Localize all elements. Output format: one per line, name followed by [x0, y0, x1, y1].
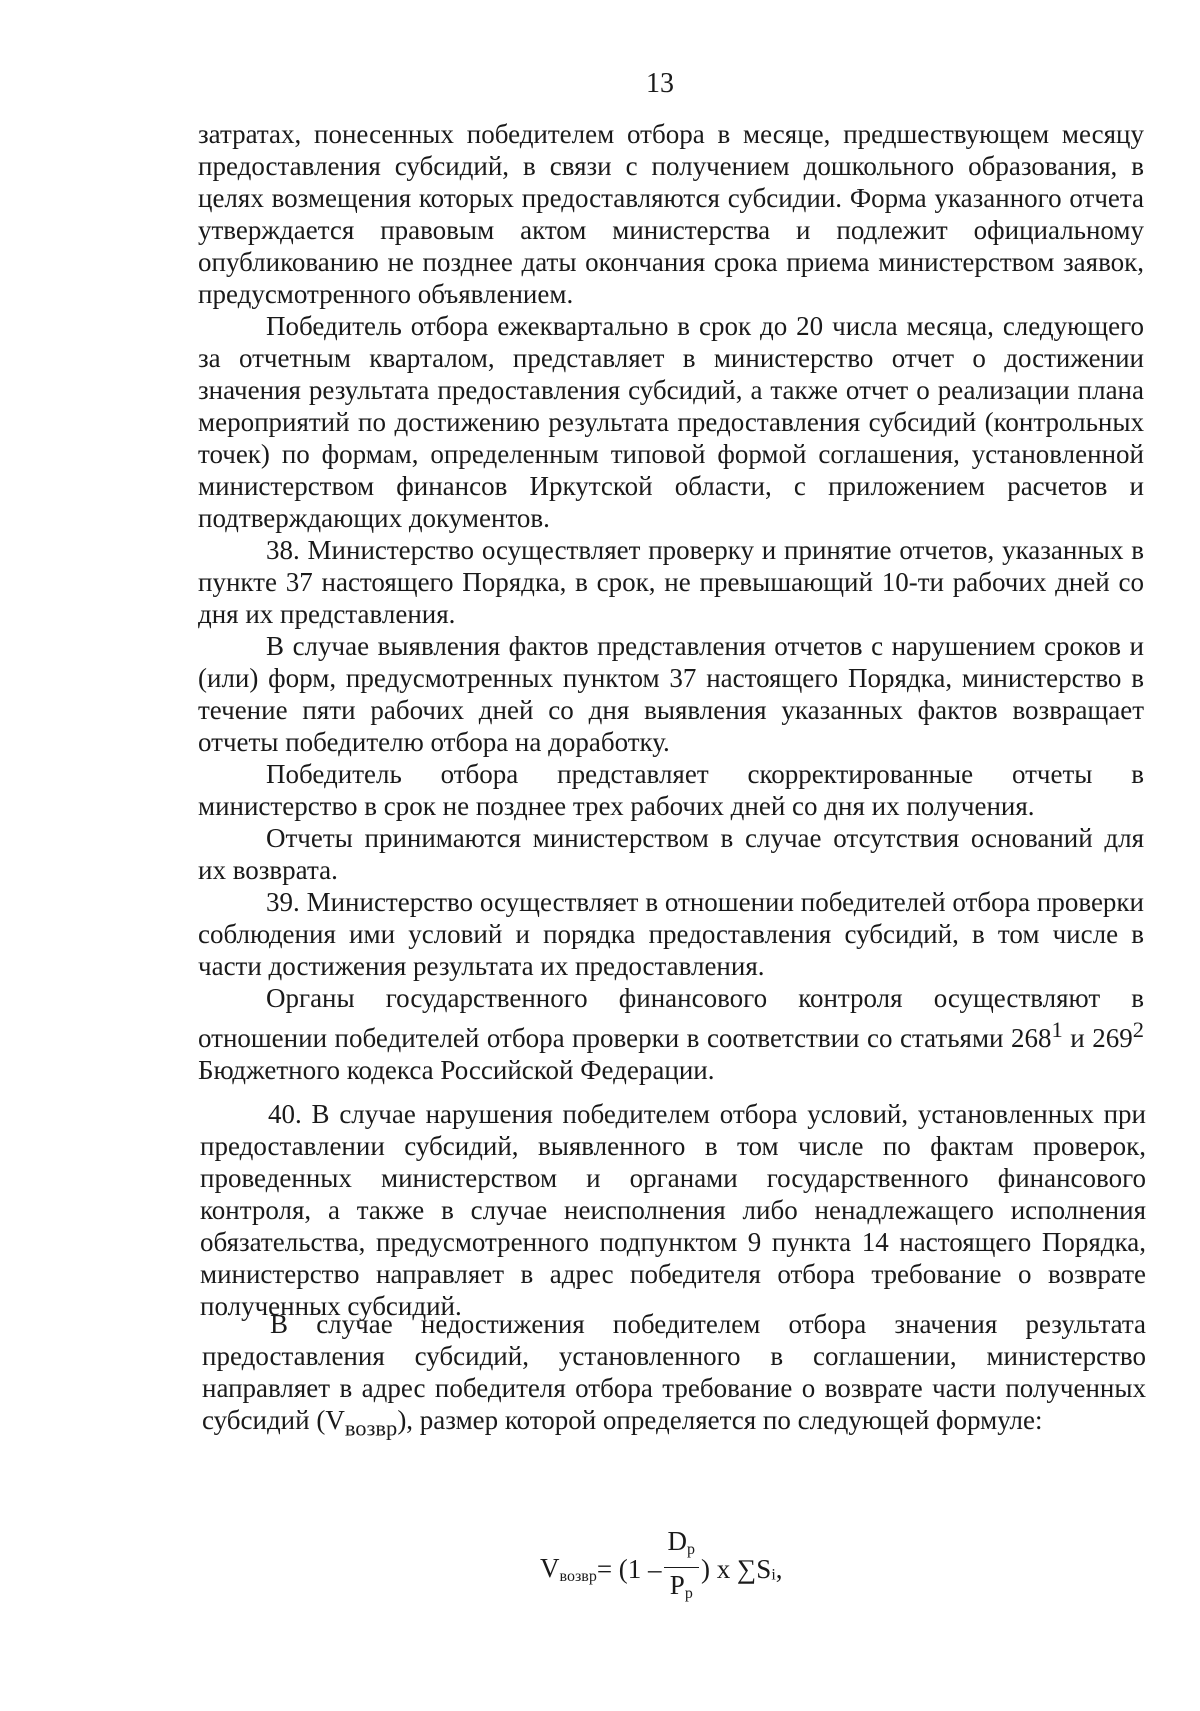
body-text-upper	[198, 118, 1144, 1086]
denominator-subscript: p	[684, 1585, 693, 1602]
formula-tail: ,	[775, 1554, 783, 1584]
article-superscript-1: 1	[1051, 1017, 1063, 1042]
paragraph-40: 40. В случае нарушения победителем отбора условий, установленных при предоставлении субсидий, выявленного в том числе по фактам проверок, проведенных министерством и органами государственного финансового контроля, а также в случае неисполнения либо ненадлежащего исполнения обязательства, предусмотренного подпунктом 9 пункта 14 настоящего Порядка, министерство направляет в адрес победителя отбора требование о возврате полученных субсидий.	[200, 1099, 1146, 1321]
intro-text-before: В случае недостижения победителем отбора значения результата предоставления субсидий, установленного в соглашении, министерство направляет в адрес победителя отбора требование о возврате части полученных субсидий (V	[202, 1309, 1146, 1435]
formula-open: = (1 –	[596, 1554, 662, 1584]
formula-lhs	[540, 1552, 597, 1585]
intro-text-after: ), размер которой определяется по следующей формуле:	[397, 1405, 1043, 1435]
page-number: 13	[646, 68, 674, 99]
paragraph-violation-return: В случае выявления фактов представления отчетов с нарушением сроков и (или) форм, предусмотренных пунктом 37 настоящего Порядка, министерство в течение пяти рабочих дней со дня выявления указанных фактов возвращает отчеты победителю отбора на доработку.	[198, 631, 1144, 757]
fraction-denominator	[664, 1568, 700, 1609]
body-text-lower	[202, 1308, 1146, 1444]
control-text-middle: и 269	[1062, 1023, 1133, 1053]
numerator-symbol: D	[667, 1526, 688, 1556]
article-superscript-2: 2	[1132, 1017, 1144, 1042]
paragraph-39: 39. Министерство осуществляет в отношении победителей отбора проверки соблюдения ими условий и порядка предоставления субсидий, в том числе в части достижения результата их предоставления.	[198, 887, 1144, 981]
formula-fraction	[664, 1526, 700, 1609]
numerator-subscript: p	[687, 1541, 696, 1558]
denominator-symbol: P	[669, 1570, 685, 1600]
intro-subscript: возвр	[344, 1415, 398, 1441]
paragraph-corrected-reports: Победитель отбора представляет скорректированные отчеты в министерство в срок не позднее трех рабочих дней со дня их получения.	[198, 759, 1144, 821]
paragraph-quarterly-report: Победитель отбора ежеквартально в срок до 20 числа месяца, следующего за отчетным кварталом, представляет в министерство отчет о достижении значения результата предоставления субсидий, а также отчет о реализации плана мероприятий по достижению результата предоставления субсидий (контрольных точек) по формам, определенным типовой формой соглашения, установленной министерством финансов Иркутской области, с приложением расчетов и подтверждающих документов.	[198, 311, 1144, 533]
formula-lhs-symbol: V	[540, 1552, 560, 1583]
paragraph-financial-control	[198, 982, 1144, 1086]
sum-subscript: i	[771, 1566, 776, 1584]
paragraph-formula-intro	[202, 1308, 1146, 1444]
paragraph-38: 38. Министерство осуществляет проверку и принятие отчетов, указанных в пункте 37 настоящего Порядка, в срок, не превышающий 10-ти рабочих дней со дня их представления.	[198, 535, 1144, 629]
formula-lhs-subscript: возвр	[559, 1567, 597, 1585]
fraction-numerator	[664, 1526, 700, 1568]
formula-close: ) x ∑S	[701, 1554, 772, 1584]
body-text-middle	[200, 1098, 1146, 1322]
control-text-after: Бюджетного кодекса Российской Федерации.	[198, 1055, 715, 1085]
paragraph-acceptance: Отчеты принимаются министерством в случае отсутствия оснований для их возврата.	[198, 823, 1144, 885]
control-text-before: Органы государственного финансового контроля осуществляют в отношении победителей отбора проверки в соответствии со статьями 268	[198, 983, 1144, 1053]
paragraph-continuation: затратах, понесенных победителем отбора в месяце, предшествующем месяцу предоставления субсидий, в связи с получением дошкольного образования, в целях возмещения которых предоставляются субсидии. Форма указанного отчета утверждается правовым актом министерства и подлежит официальному опубликованию не позднее даты окончания срока приема министерством заявок, предусмотренного объявлением.	[198, 119, 1144, 309]
refund-formula	[540, 1528, 783, 1611]
